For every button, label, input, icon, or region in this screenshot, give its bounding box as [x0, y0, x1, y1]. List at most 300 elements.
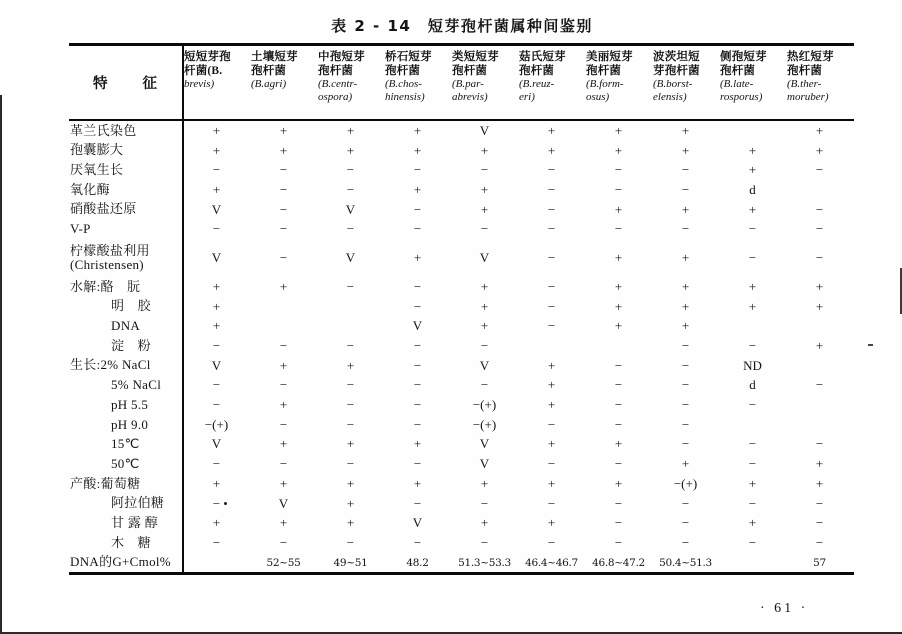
table-cell: − [748, 397, 757, 413]
species-column-header [652, 46, 719, 119]
table-cell: + [614, 201, 623, 217]
table-row [69, 435, 854, 455]
table-row [69, 415, 854, 435]
table-cell: 57 [813, 556, 826, 569]
table-cell: V [479, 122, 490, 138]
species-column-header [585, 46, 652, 119]
species-name-cn: 热红短芽 [787, 51, 834, 63]
table-cell: − [346, 377, 355, 393]
table-cell: − [480, 338, 489, 354]
table-cell: − [279, 201, 288, 217]
table-cell: + [681, 278, 690, 294]
table-row [69, 121, 854, 141]
species-column-header [786, 46, 853, 119]
table-cell: 49~51 [333, 556, 368, 569]
table-cell: 52~55 [266, 556, 301, 569]
feature-column-header: 特 征 [93, 76, 159, 92]
table-cell: + [413, 142, 422, 158]
table-cell: + [614, 298, 623, 314]
table-cell: + [346, 357, 355, 373]
table-cell: + [279, 357, 288, 373]
species-name-cn: 孢杆菌 [385, 64, 421, 77]
species-name-latin: elensis) [653, 90, 687, 103]
table-row [69, 376, 854, 396]
table-cell: − [547, 495, 556, 511]
table-cell: − [547, 534, 556, 550]
table-cell: 46.8~47.2 [592, 556, 645, 569]
table-row [69, 141, 854, 161]
table-cell: −(+) [472, 416, 497, 432]
scan-speck [224, 502, 227, 505]
table-cell: + [212, 298, 221, 314]
table-cell: + [279, 475, 288, 491]
table-cell: + [212, 475, 221, 491]
table-cell: + [480, 515, 489, 531]
table-cell: + [212, 278, 221, 294]
table-row [69, 239, 854, 277]
table-cell: + [212, 181, 221, 197]
table-cell: −(+) [472, 397, 497, 413]
species-name-latin: ospora) [318, 90, 353, 103]
table-cell: − [815, 250, 824, 266]
species-name-cn: 菇氏短芽 [519, 51, 566, 63]
table-cell: − [547, 250, 556, 266]
species-column-header [451, 46, 518, 119]
scan-edge-left [0, 95, 2, 634]
species-name-cn: 中孢短芽 [318, 51, 365, 63]
table-cell: − [547, 318, 556, 334]
table-cell: − [681, 416, 690, 432]
table-cell: − [413, 495, 422, 511]
table-cell: − [547, 298, 556, 314]
table-cell: + [815, 278, 824, 294]
table-cell: V [412, 515, 423, 531]
species-column-header [250, 46, 317, 119]
row-label: 硝酸盐还原 [70, 201, 137, 217]
table-cell: − [279, 162, 288, 178]
table-cell: − [681, 162, 690, 178]
species-name-latin: (B.late- [720, 78, 754, 90]
table-row [69, 297, 854, 317]
table-cell: 51.3~53.3 [458, 556, 511, 569]
species-name-latin: (B.reuz- [519, 78, 555, 90]
table-cell: − [346, 534, 355, 550]
page-number: · 61 · [760, 601, 809, 616]
table-cell: −(+) [204, 416, 229, 432]
row-label: 革兰氏染色 [70, 122, 137, 138]
table-cell: − [614, 397, 623, 413]
table-cell: − [748, 338, 757, 354]
table-cell: + [212, 122, 221, 138]
table-cell: − [547, 221, 556, 237]
table-cell: − [346, 181, 355, 197]
species-name-cn: 孢杆菌 [787, 64, 823, 77]
table-cell: ND [743, 357, 762, 373]
table-cell: + [614, 475, 623, 491]
species-name-latin: hinensis) [385, 90, 425, 103]
table-cell: − [815, 534, 824, 550]
species-name-latin: osus) [586, 90, 610, 103]
table-cell: + [815, 338, 824, 354]
row-label: 5% NaCl [111, 377, 162, 393]
row-label: pH 5.5 [111, 396, 149, 412]
table-cell: − [279, 377, 288, 393]
table-cell: − [413, 377, 422, 393]
species-name-latin: eri) [519, 90, 535, 103]
row-label: 产酸:葡萄糖 [70, 475, 141, 491]
table-cell: − [279, 534, 288, 550]
species-name-cn: 类短短芽 [452, 51, 499, 63]
table-cell: + [748, 515, 757, 531]
species-name-cn: 孢杆菌 [720, 64, 756, 77]
table-cell: + [413, 436, 422, 452]
table-title: 表 2 - 14 短芽孢杆菌属种间鉴别 [331, 17, 593, 35]
table-cell: + [346, 475, 355, 491]
table-row [69, 180, 854, 200]
species-name-cn: 短短芽孢 [184, 51, 231, 63]
table-cell: − [346, 397, 355, 413]
table-row [69, 454, 854, 474]
table-cell: − [547, 201, 556, 217]
table-cell: − [212, 338, 221, 354]
species-name-latin: (B.chos- [385, 78, 422, 90]
table-row [69, 395, 854, 415]
row-label: 15℃ [111, 436, 140, 452]
table-cell: + [748, 162, 757, 178]
table-cell: − [614, 221, 623, 237]
species-column-header [518, 46, 585, 119]
table-cell: + [614, 250, 623, 266]
table-cell: − [681, 338, 690, 354]
table-cell: + [748, 278, 757, 294]
species-name-cn: 孢杆菌 [318, 64, 354, 77]
table-cell: V [479, 436, 490, 452]
table-cell: + [279, 397, 288, 413]
species-name-latin: brevis) [184, 78, 215, 90]
table-cell: + [346, 122, 355, 138]
row-label: 淀 粉 [111, 337, 151, 353]
table-cell: + [480, 181, 489, 197]
table-cell: − [212, 534, 221, 550]
table-cell: + [748, 201, 757, 217]
table-cell: − [815, 162, 824, 178]
species-name-latin: (B.centr- [318, 78, 358, 90]
table-cell: − [346, 456, 355, 472]
identification-table [69, 43, 854, 575]
table-cell: + [212, 515, 221, 531]
table-cell: − [614, 534, 623, 550]
table-cell: − [480, 534, 489, 550]
table-cell: + [212, 142, 221, 158]
table-cell: − [413, 338, 422, 354]
table-cell: − [346, 338, 355, 354]
table-cell: + [279, 122, 288, 138]
table-cell: + [480, 318, 489, 334]
table-cell: − [681, 534, 690, 550]
table-cell: − [413, 162, 422, 178]
table-cell: − [748, 221, 757, 237]
table-row [69, 356, 854, 376]
table-cell: + [748, 142, 757, 158]
table-row [69, 553, 854, 573]
table-cell: − [480, 221, 489, 237]
table-cell: + [212, 318, 221, 334]
table-cell: V [479, 250, 490, 266]
table-cell: − [212, 495, 221, 511]
table-cell: − [413, 416, 422, 432]
table-cell: − [346, 278, 355, 294]
table-cell: − [681, 436, 690, 452]
table-cell: + [815, 298, 824, 314]
species-name-latin: (B.agri) [251, 78, 287, 90]
table-cell: + [748, 298, 757, 314]
table-cell: + [614, 142, 623, 158]
table-cell: + [547, 515, 556, 531]
species-name-cn: 孢杆菌 [586, 64, 622, 77]
table-body [69, 121, 854, 572]
table-cell: − [614, 377, 623, 393]
table-cell: + [480, 142, 489, 158]
column-divider-line [182, 46, 184, 572]
species-name-cn: 芽孢杆菌 [653, 64, 700, 77]
table-row [69, 219, 854, 239]
table-cell: − [279, 416, 288, 432]
species-name-latin: rosporus) [720, 90, 763, 103]
table-cell: − [413, 456, 422, 472]
row-label: 厌氧生长 [70, 161, 124, 177]
table-cell: − [346, 416, 355, 432]
table-cell: + [681, 250, 690, 266]
table-cell: − [413, 221, 422, 237]
table-cell: + [614, 122, 623, 138]
table-cell: − [547, 181, 556, 197]
table-cell: + [547, 377, 556, 393]
table-cell: + [748, 475, 757, 491]
row-label: 阿拉伯糖 [111, 495, 165, 511]
table-cell: V [211, 357, 222, 373]
table-cell: − [212, 377, 221, 393]
table-cell: − [279, 456, 288, 472]
table-cell: − [413, 298, 422, 314]
table-cell: − [547, 278, 556, 294]
table-cell: − [480, 377, 489, 393]
species-name-latin: (B.borst- [653, 78, 693, 90]
table-cell: − [212, 162, 221, 178]
table-cell: + [413, 475, 422, 491]
table-cell: + [614, 278, 623, 294]
table-cell: V [211, 201, 222, 217]
table-cell: + [547, 475, 556, 491]
table-cell: 48.2 [406, 556, 429, 569]
row-label: 木 糖 [111, 534, 151, 550]
table-cell: + [815, 122, 824, 138]
table-cell: − [748, 495, 757, 511]
species-column-header [317, 46, 384, 119]
table-cell: V [211, 436, 222, 452]
table-cell: V [278, 495, 289, 511]
table-cell: + [681, 201, 690, 217]
table-cell: − [480, 162, 489, 178]
table-cell: − [279, 221, 288, 237]
table-cell: − [413, 397, 422, 413]
row-label: pH 9.0 [111, 416, 149, 432]
table-cell: − [614, 515, 623, 531]
table-cell: − [346, 221, 355, 237]
table-row [69, 336, 854, 356]
table-cell: − [748, 250, 757, 266]
table-cell: V [345, 201, 356, 217]
table-cell: + [346, 436, 355, 452]
table-cell: V [479, 456, 490, 472]
table-row [69, 160, 854, 180]
table-cell: + [614, 436, 623, 452]
table-cell: + [413, 181, 422, 197]
table-cell: + [279, 278, 288, 294]
table-cell: − [547, 416, 556, 432]
species-column-header [384, 46, 451, 119]
species-name-cn: 桥石短芽 [385, 51, 432, 63]
table-cell: + [681, 298, 690, 314]
row-label: 氧化酶 [70, 181, 110, 197]
table-cell: + [547, 397, 556, 413]
row-label: 孢囊膨大 [70, 142, 124, 158]
table-cell: + [480, 201, 489, 217]
table-cell: − [681, 221, 690, 237]
table-cell: − [681, 397, 690, 413]
table-cell: − [614, 162, 623, 178]
table-cell: + [815, 475, 824, 491]
table-cell: V [345, 250, 356, 266]
table-cell: − [279, 181, 288, 197]
table-row [69, 277, 854, 297]
table-cell: − [748, 534, 757, 550]
table-row [69, 474, 854, 494]
table-cell: V [412, 318, 423, 334]
species-column-header [719, 46, 786, 119]
table-cell: − [681, 495, 690, 511]
species-column-header [183, 46, 250, 119]
table-cell: − [681, 377, 690, 393]
table-cell: 46.4~46.7 [525, 556, 578, 569]
species-name-latin: (B.ther- [787, 78, 822, 90]
table-cell: V [479, 357, 490, 373]
table-cell: − [815, 515, 824, 531]
table-cell: − [547, 162, 556, 178]
species-name-latin: abrevis) [452, 90, 488, 103]
species-name-cn: 美丽短芽 [586, 51, 633, 63]
table-row [69, 513, 854, 533]
species-name-cn: 杆菌(B. [184, 64, 223, 77]
table-cell: + [547, 122, 556, 138]
table-cell: − [212, 221, 221, 237]
table-cell: + [547, 142, 556, 158]
table-cell: − [748, 436, 757, 452]
table-cell: + [279, 515, 288, 531]
table-cell: + [547, 357, 556, 373]
table-cell: − [413, 534, 422, 550]
table-cell: + [815, 456, 824, 472]
table-cell: + [480, 298, 489, 314]
table-row [69, 317, 854, 337]
row-label: 柠檬酸盐利用 (Christensen) [70, 242, 150, 273]
table-cell: + [614, 318, 623, 334]
table-cell: − [212, 456, 221, 472]
row-label: V-P [70, 221, 91, 237]
table-cell: − [815, 495, 824, 511]
table-cell: 50.4~51.3 [659, 556, 712, 569]
table-cell: − [413, 201, 422, 217]
row-label: 生长:2% NaCl [70, 357, 151, 373]
row-label: 50℃ [111, 455, 140, 471]
table-cell: − [614, 416, 623, 432]
table-cell: − [614, 181, 623, 197]
table-cell: − [480, 495, 489, 511]
table-cell: − [748, 456, 757, 472]
table-cell: − [815, 221, 824, 237]
table-cell: + [480, 278, 489, 294]
table-cell: − [413, 357, 422, 373]
table-row [69, 533, 854, 553]
table-cell: − [547, 456, 556, 472]
table-cell: − [681, 515, 690, 531]
species-name-cn: 孢杆菌 [452, 64, 488, 77]
table-cell: −(+) [673, 475, 698, 491]
species-name-cn: 侧孢短芽 [720, 51, 767, 63]
table-cell: − [346, 162, 355, 178]
species-name-latin: (B.par- [452, 78, 484, 90]
table-cell: + [547, 436, 556, 452]
table-cell: + [413, 250, 422, 266]
table-cell: − [614, 357, 623, 373]
table-cell: − [212, 397, 221, 413]
species-name-latin: (B.form- [586, 78, 624, 90]
species-name-cn: 孢杆菌 [251, 64, 287, 77]
table-cell: + [681, 318, 690, 334]
table-row [69, 494, 854, 514]
table-cell: + [480, 475, 489, 491]
table-cell: d [749, 377, 756, 393]
table-cell: − [279, 338, 288, 354]
table-cell: + [681, 142, 690, 158]
table-row [69, 200, 854, 220]
table-cell: d [749, 181, 756, 197]
table-cell: + [279, 142, 288, 158]
species-name-cn: 孢杆菌 [519, 64, 555, 77]
table-cell: + [413, 122, 422, 138]
table-cell: + [346, 515, 355, 531]
table-cell: − [614, 495, 623, 511]
row-label: 水解:酪 朊 [70, 278, 141, 294]
species-name-latin: moruber) [787, 90, 829, 103]
table-cell: − [681, 357, 690, 373]
species-name-cn: 波茨坦短 [653, 51, 700, 63]
table-cell: − [681, 181, 690, 197]
scan-speck [868, 344, 873, 346]
species-name-cn: 土壤短芽 [251, 51, 298, 63]
row-label: DNA [111, 318, 141, 334]
table-cell: + [346, 495, 355, 511]
table-cell: + [346, 142, 355, 158]
table-cell: + [279, 436, 288, 452]
table-cell: − [815, 201, 824, 217]
table-cell: − [413, 278, 422, 294]
row-label: DNA的G+Cmol% [70, 554, 171, 570]
row-label: 明 胶 [111, 298, 151, 314]
table-cell: V [211, 250, 222, 266]
table-cell: − [815, 377, 824, 393]
table-cell: + [815, 142, 824, 158]
table-cell: − [614, 456, 623, 472]
